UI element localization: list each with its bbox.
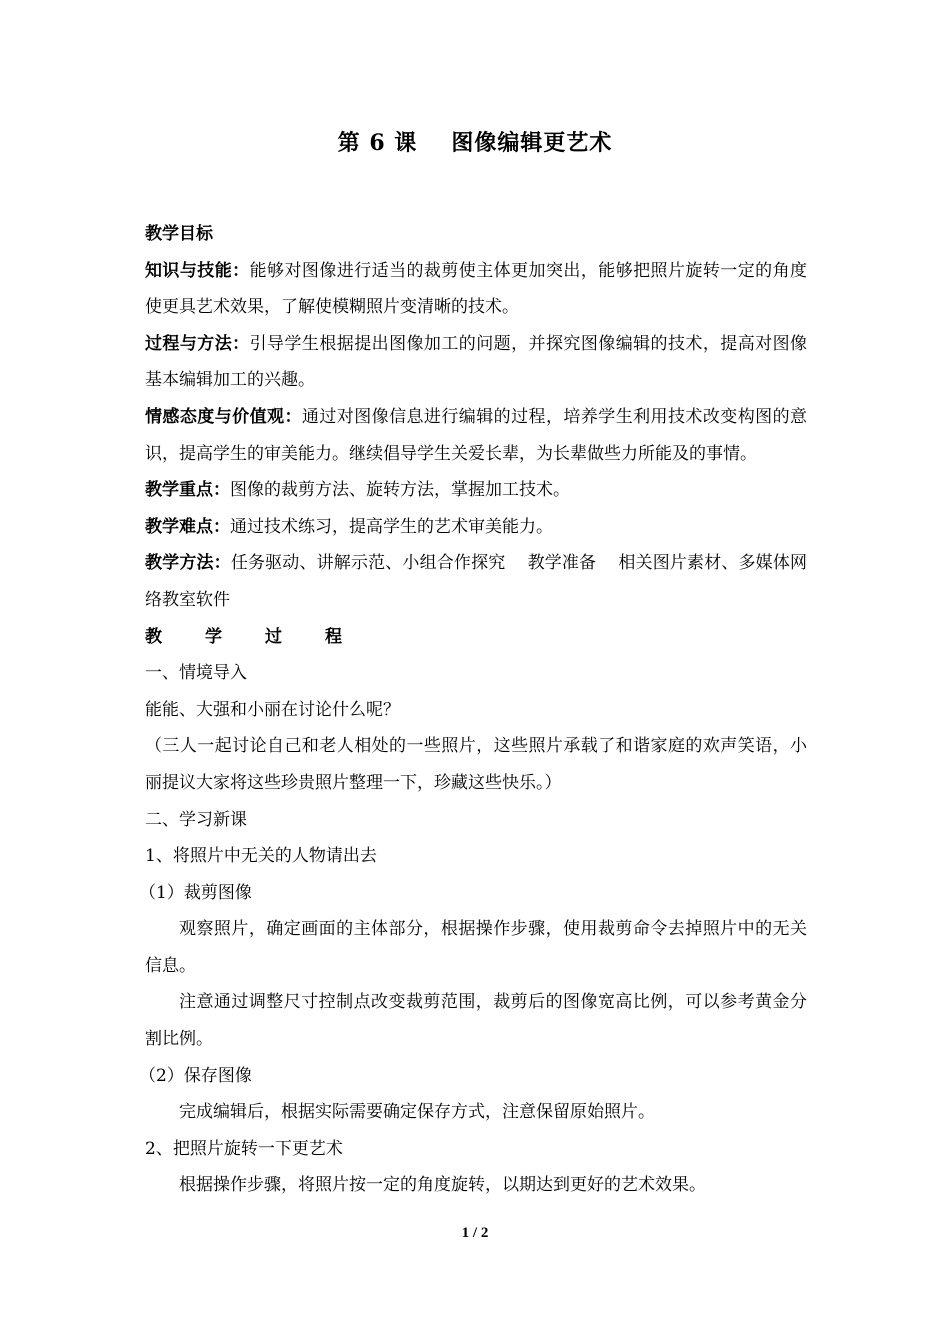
page-number: 1 / 2 bbox=[461, 1225, 489, 1241]
lesson-number: 第 6 课 bbox=[337, 130, 418, 156]
knowledge-label: 知识与技能： bbox=[145, 260, 250, 281]
difficulty-text: 通过技术练习，提高学生的艺术审美能力。 bbox=[230, 516, 553, 537]
prep-text: 相关图片素材、多媒体网络教室软件 bbox=[145, 553, 808, 610]
task-2-paragraph: 根据操作步骤，将照片按一定的角度旋转，以期达到更好的艺术效果。 bbox=[179, 1175, 706, 1196]
task-1-sub-1-paragraph-2: 注意通过调整尺寸控制点改变裁剪范围，裁剪后的图像宽高比例，可以参考黄金分割比例。 bbox=[145, 992, 807, 1050]
key-point-text: 图像的裁剪方法、旋转方法，掌握加工技术。 bbox=[230, 480, 570, 501]
prep-label: 教学准备 bbox=[527, 553, 597, 574]
difficulty-paragraph bbox=[145, 509, 807, 546]
task-1-sub-2-title: （2）保存图像 bbox=[139, 1065, 252, 1086]
process-heading-char: 过 bbox=[265, 626, 282, 647]
document-body bbox=[139, 216, 808, 1204]
task-1-sub-1-paragraph-1: 观察照片，确定画面的主体部分，根据操作步骤，使用裁剪命令去掉照片中的无关信息。 bbox=[145, 919, 807, 976]
method-text: 任务驱动、讲解示范、小组合作探究 bbox=[230, 553, 506, 574]
section-1-note: （三人一起讨论自己和老人相处的一些照片，这些照片承载了和谐家庭的欢声笑语，小丽提议大家将这些珍贵照片整理一下，珍藏这些快乐。） bbox=[145, 736, 807, 793]
task-1-sub-1-title: （1）裁剪图像 bbox=[139, 882, 252, 903]
process-heading-char: 程 bbox=[325, 626, 342, 647]
method-label: 教学方法： bbox=[145, 553, 231, 574]
knowledge-text: 能够对图像进行适当的裁剪使主体更加突出，能够把照片旋转一定的角度使更具艺术效果，了解使模糊照片变清晰的技术。 bbox=[145, 260, 808, 318]
process-heading-char: 学 bbox=[205, 626, 222, 647]
difficulty-label: 教学难点： bbox=[145, 516, 230, 537]
teaching-process-heading bbox=[145, 619, 807, 656]
key-point-paragraph bbox=[145, 472, 807, 509]
task-1-title: 1、将照片中无关的人物请出去 bbox=[145, 846, 377, 867]
process-paragraph bbox=[145, 326, 807, 399]
process-text: 引导学生根据提出图像加工的问题，并探究图像编辑的技术，提高对图像基本编辑加工的兴趣。 bbox=[145, 333, 808, 391]
process-label: 过程与方法： bbox=[145, 333, 250, 354]
objectives-heading: 教学目标 bbox=[145, 224, 213, 244]
key-point-label: 教学重点： bbox=[145, 480, 230, 501]
emotion-text: 通过对图像信息进行编辑的过程，培养学生利用技术改变构图的意识，提高学生的审美能力。继续倡导学生关爱长辈，为长辈做些力所能及的事情。 bbox=[145, 406, 808, 464]
lesson-name: 图像编辑更艺术 bbox=[451, 130, 613, 156]
emotion-label: 情感态度与价值观： bbox=[145, 406, 302, 427]
emotion-paragraph bbox=[145, 399, 807, 472]
task-2-title: 2、把照片旋转一下更艺术 bbox=[145, 1138, 343, 1159]
section-1-title: 一、情境导入 bbox=[145, 663, 247, 684]
lesson-title bbox=[0, 126, 950, 157]
section-1-question: 能能、大强和小丽在讨论什么呢？ bbox=[145, 699, 400, 720]
knowledge-paragraph bbox=[145, 253, 807, 326]
section-2-title: 二、学习新课 bbox=[145, 809, 247, 830]
method-paragraph bbox=[145, 545, 807, 618]
process-heading-char: 教 bbox=[145, 626, 162, 647]
task-1-sub-2-paragraph: 完成编辑后，根据实际需要确定保存方式，注意保留原始照片。 bbox=[179, 1102, 655, 1123]
